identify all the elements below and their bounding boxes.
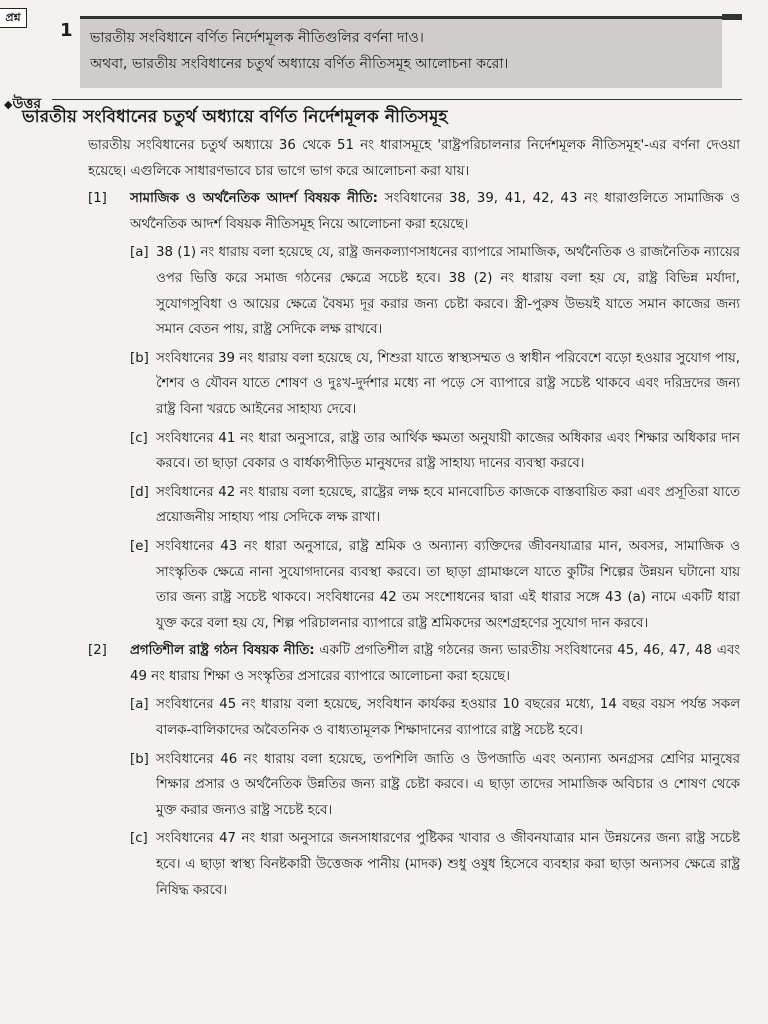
question-line-1: ভারতীয় সংবিধানে বর্ণিত নির্দেশমূলক নীতিগুলির বর্ণনা দাও। <box>90 30 424 46</box>
item-number: [c] <box>130 831 148 847</box>
section-number: [1] <box>88 191 107 207</box>
item-text: সংবিধানের 46 নং ধারায় বলা হয়েছে, তপশিলি জাতি ও উপজাতি এবং অন্যান্য অনগ্রসর শ্রেণির মানুষের শিক্ষার প্রসার ও অর্থনৈতিক উন্নতির জন্য রাষ্ট্র চেষ্টা করবে। এ ছাড়া তাদের সামাজিক অবিচার ও শোষণ থেকে মুক্ত করার জন্যও রাষ্ট্র সচেষ্ট হবে। <box>156 751 740 818</box>
item-text: সংবিধানের 42 নং ধারায় বলা হয়েছে, রাষ্ট্রের লক্ষ হবে মানবোচিত কাজকে বাস্তবায়িত করা এবং প্রসূতিরা যাতে প্রয়োজনীয় সাহায্য পায় সেদিকে লক্ষ রাখা। <box>156 484 740 526</box>
answer-content <box>88 133 740 903</box>
item-text: সংবিধানের 41 নং ধারা অনুসারে, রাষ্ট্র তার আর্থিক ক্ষমতা অনুযায়ী কাজের অধিকার এবং শিক্ষার অধিকার দান করবে। তা ছাড়া বেকার ও বার্ধক্যপীড়িত মানুষদের রাষ্ট্র সাহায্য দানের ব্যবস্থা করবে। <box>156 430 740 472</box>
item-text: 38 (1) নং ধারায় বলা হয়েছে যে, রাষ্ট্র জনকল্যাণসাধনের ব্যাপারে সামাজিক, অর্থনৈতিক ও রাজনৈতিক ন্যায়ের ওপর ভিত্তি করে সমাজ গঠনের ক্ষেত্রে সচেষ্ট হবে। 38 (2) নং ধারায় বলা হয় যে, রাষ্ট্র বিভিন্ন মর্যাদা, সুযোগসুবিধা ও আয়ের ক্ষেত্রে বৈষম্য দূর করার জন্য চেষ্টা করবে। স্ত্রী-পুরুষ উভয়ই যাতে সমান কাজের জন্য সমান বেতন পায়, রাষ্ট্র সেদিকে লক্ষ রাখবে। <box>156 245 740 338</box>
list-item <box>130 240 740 342</box>
list-item <box>130 747 740 824</box>
diamond-icon: ◆ <box>4 98 13 111</box>
question-line-2: অথবা, ভারতীয় সংবিধানের চতুর্থ অধ্যায়ে বর্ণিত নীতিসমূহ আলোচনা করো। <box>90 56 509 72</box>
item-number: [d] <box>130 484 149 500</box>
section-title: প্রগতিশীল রাষ্ট্র গঠন বিষয়ক নীতি: <box>130 643 315 659</box>
item-number: [a] <box>130 245 149 261</box>
list-item <box>130 346 740 423</box>
item-text: সংবিধানের 47 নং ধারা অনুসারে জনসাধারণের পুষ্টিকর খাবার ও জীবনযাত্রার মান উন্নয়নের জন্য রাষ্ট্র সচেষ্ট হবে। এ ছাড়া স্বাস্থ্য বিনষ্টকারী উত্তেজক পানীয় (মাদক) শুধু ওষুধ হিসেবে ব্যবহার করা ছাড়া অন্যসব ক্ষেত্রে রাষ্ট্র নিষিদ্ধ করবে। <box>156 831 740 898</box>
section-title: সামাজিক ও অর্থনৈতিক আদর্শ বিষয়ক নীতি: <box>130 191 378 207</box>
question-number: 1 <box>60 20 73 41</box>
list-item <box>130 692 740 743</box>
item-number: [c] <box>130 430 148 446</box>
answer-heading: ভারতীয় সংবিধানের চতুর্থ অধ্যায়ে বর্ণিত নির্দেশমূলক নীতিসমূহ <box>22 107 448 127</box>
item-number: [a] <box>130 697 149 713</box>
item-number: [e] <box>130 538 149 554</box>
list-item <box>130 426 740 477</box>
section-2 <box>88 638 740 903</box>
question-tag: প্রশ্ন <box>0 8 27 28</box>
item-number: [b] <box>130 350 149 366</box>
item-number: [b] <box>130 751 149 767</box>
answer-divider <box>52 99 742 100</box>
section-1 <box>88 186 740 636</box>
answer-tag-label: উত্তর <box>12 96 42 112</box>
section-number: [2] <box>88 643 107 659</box>
question-box <box>80 16 722 88</box>
section-description: সংবিধানের 38, 39, 41, 42, 43 নং ধারাগুলিতে সামাজিক ও অর্থনৈতিক আদর্শ বিষয়ক নীতিসমূহ নিয়ে আলোচনা করা হয়েছে। <box>130 191 740 232</box>
list-item <box>130 826 740 903</box>
section-items <box>130 692 740 903</box>
list-item <box>130 480 740 531</box>
section-paragraph <box>130 638 740 689</box>
section-paragraph <box>130 186 740 237</box>
section-description: একটি প্রগতিশীল রাষ্ট্র গঠনের জন্য ভারতীয় সংবিধানের 45, 46, 47, 48 এবং 49 নং ধারায় শিক্ষা ও সংস্কৃতির প্রসারের ব্যাপারে আলোচনা করা হয়েছে। <box>130 643 740 684</box>
answer-intro: ভারতীয় সংবিধানের চতুর্থ অধ্যায়ে 36 থেকে 51 নং ধারাসমূহে 'রাষ্ট্রপরিচালনার নির্দেশমূলক নীতিসমূহ'-এর বর্ণনা দেওয়া হয়েছে। এগুলিকে সাধারণভাবে চার ভাগে ভাগ করে আলোচনা করা যায়। <box>88 138 740 179</box>
question-box-edge <box>722 14 742 20</box>
section-items <box>130 240 740 636</box>
item-text: সংবিধানের 45 নং ধারায় বলা হয়েছে, সংবিধান কার্যকর হওয়ার 10 বছরের মধ্যে, 14 বছর বয়স পর্যন্ত সকল বালক-বালিকাদের অবৈতনিক ও বাধ্যতামূলক শিক্ষাদানের ব্যাপারে রাষ্ট্র সচেষ্ট হবে। <box>156 697 740 739</box>
list-item <box>130 534 740 636</box>
item-text: সংবিধানের 39 নং ধারায় বলা হয়েছে যে, শিশুরা যাতে স্বাস্থ্যসম্মত ও স্বাধীন পরিবেশে বড়ো হওয়ার সুযোগ পায়, শৈশব ও যৌবন যাতে শোষণ ও দুঃখ-দুর্দশার মধ্যে না পড়ে সে ব্যাপারে রাষ্ট্র সচেষ্ট থাকবে এবং দরিদ্রদের জন্য রাষ্ট্র বিনা খরচে আইনের সাহায্য দেবে। <box>156 350 740 417</box>
item-text: সংবিধানের 43 নং ধারা অনুসারে, রাষ্ট্র শ্রমিক ও অন্যান্য ব্যক্তিদের জীবনযাত্রার মান, অবসর, সামাজিক ও সাংস্কৃতিক ক্ষেত্রে নানা সুযোগদানের ব্যবস্থা করবে। তা ছাড়া গ্রামাঞ্চলে যাতে কুটির শিল্পের উন্নয়ন ঘটানো যায় তার জন্য রাষ্ট্র সচেষ্ট থাকবে। সংবিধানের 42 তম সংশোধনের দ্বারা এই ধারার সঙ্গে 43 (a) নামে একটি ধারা যুক্ত করে বলা হয় যে, শিল্প পরিচালনার ব্যাপারে রাষ্ট্র শ্রমিকদের অংশগ্রহণের সুযোগ দান করবে। <box>156 538 740 631</box>
